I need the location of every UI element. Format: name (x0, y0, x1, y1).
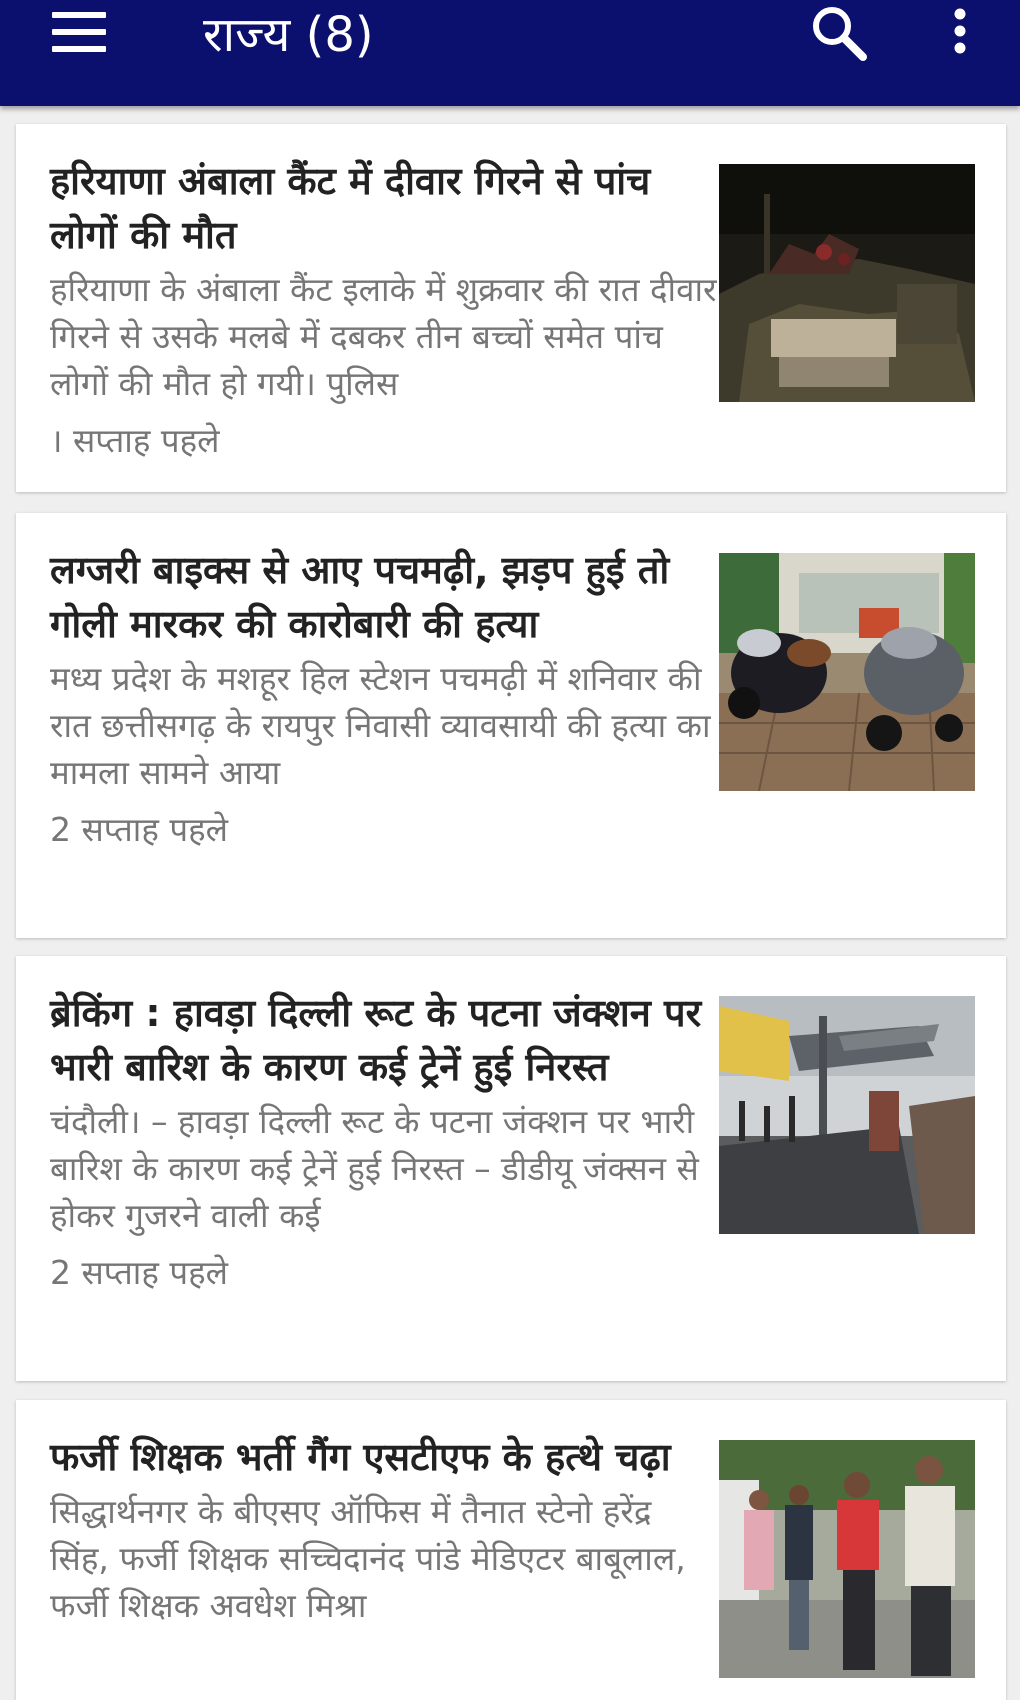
news-thumbnail[interactable] (719, 553, 975, 791)
news-headline[interactable]: ब्रेकिंग : हावड़ा दिल्ली रूट के पटना जंक्शन पर भारी बारिश के कारण कई ट्रेनें हुई निरस्त (50, 991, 702, 1089)
news-headline[interactable]: फर्जी शिक्षक भर्ती गैंग एसटीएफ के हत्थे चढ़ा (50, 1435, 671, 1479)
search-icon[interactable] (808, 2, 872, 66)
app-bar (0, 0, 1020, 106)
news-summary: हरियाणा के अंबाला कैंट इलाके में शुक्रवार की रात दीवार गिरने से उसके मलबे में दबकर तीन बच्चों समेत पांच लोगों की मौत हो गयी। पुलिस (50, 270, 717, 403)
news-thumbnail[interactable] (719, 1440, 975, 1678)
page-title: राज्य (8) (203, 7, 374, 63)
news-card-text (50, 1430, 720, 1629)
news-timestamp: 2 सप्ताह पहले (50, 1253, 228, 1292)
news-timestamp: 2 सप्ताह पहले (50, 810, 228, 849)
hamburger-menu-icon[interactable] (52, 12, 108, 58)
news-card-text (50, 154, 720, 463)
news-thumbnail[interactable] (719, 164, 975, 402)
news-card[interactable] (16, 124, 1006, 492)
news-card[interactable] (16, 956, 1006, 1381)
news-card[interactable] (16, 513, 1006, 938)
news-summary: मध्य प्रदेश के मशहूर हिल स्टेशन पचमढ़ी में शनिवार की रात छत्तीसगढ़ के रायपुर निवासी व्यावसायी की हत्या का मामला सामने आया (50, 659, 711, 792)
news-timestamp: । सप्ताह पहले (50, 421, 220, 460)
news-card-text (50, 986, 720, 1295)
collapsed-wall-debris-image (719, 164, 975, 402)
news-card-text (50, 543, 720, 852)
news-headline[interactable]: हरियाणा अंबाला कैंट में दीवार गिरने से पांच लोगों की मौत (50, 159, 651, 257)
news-thumbnail[interactable] (719, 996, 975, 1234)
news-headline[interactable]: लग्जरी बाइक्स से आए पचमढ़ी, झड़प हुई तो गोली मारकर की कारोबारी की हत्या (50, 548, 670, 646)
news-card[interactable] (16, 1400, 1006, 1700)
more-vertical-icon[interactable] (942, 2, 978, 66)
news-summary: चंदौली। – हावड़ा दिल्ली रूट के पटना जंक्शन पर भारी बारिश के कारण कई ट्रेनें हुई निरस्त – डीडीयू जंक्सन से होकर गुजरने वाली कई (50, 1102, 699, 1235)
parked-motorcycles-image (719, 553, 975, 791)
flooded-railway-platform-image (719, 996, 975, 1234)
news-summary: सिद्धार्थनगर के बीएसए ऑफिस में तैनात स्टेनो हरेंद्र सिंह, फर्जी शिक्षक सच्चिदानंद पांडे मेडिएटर बाबूलाल, फर्जी शिक्षक अवधेश मिश्रा (50, 1492, 686, 1625)
group-of-men-walking-image (719, 1440, 975, 1678)
